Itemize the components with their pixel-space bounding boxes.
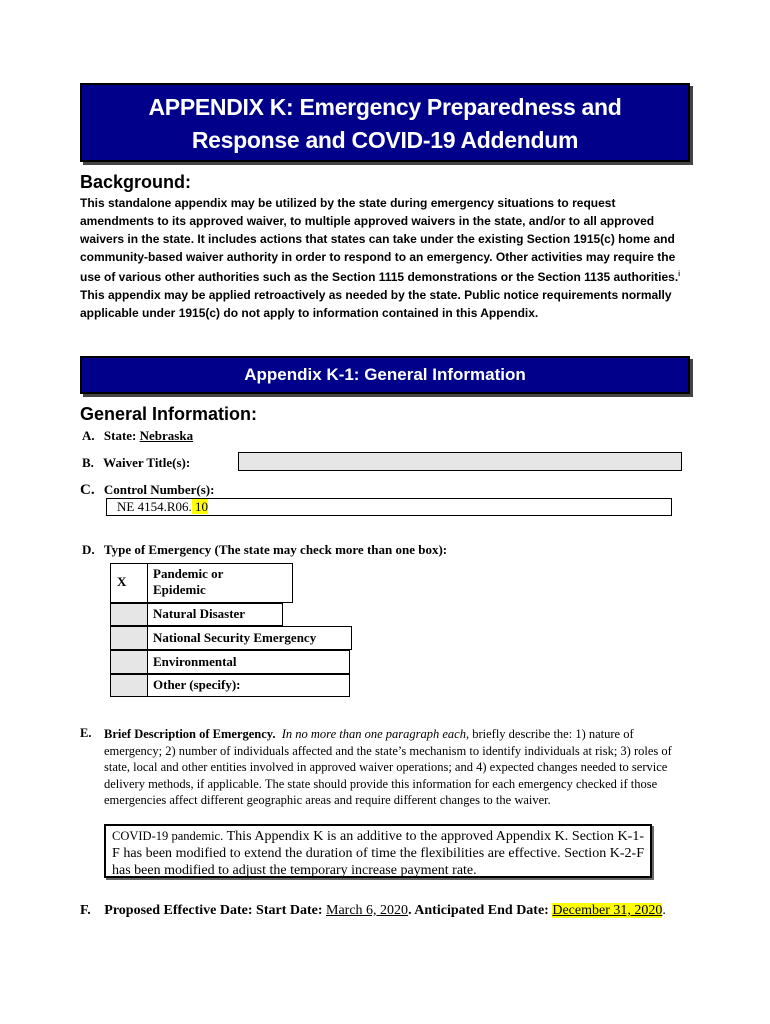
- end-date-value[interactable]: December 31, 2020: [552, 903, 663, 918]
- environmental-label: Environmental: [153, 654, 237, 669]
- emergency-checkbox-other[interactable]: [110, 674, 148, 697]
- appendix-title-line2: Response and COVID-19 Addendum: [191, 127, 579, 153]
- national-security-label: National Security Emergency: [153, 630, 317, 645]
- pandemic-label: [153, 566, 223, 598]
- item-b-label: B.: [82, 455, 94, 470]
- item-e-description: [104, 726, 684, 809]
- control-number-highlight: 10: [191, 499, 208, 514]
- item-b-waiver-title: [82, 455, 190, 471]
- waiver-title-field[interactable]: [238, 452, 682, 471]
- natural-disaster-label: Natural Disaster: [153, 606, 246, 621]
- appendix-title-line1: APPENDIX K: Emergency Preparedness and: [148, 94, 622, 120]
- item-a-text: State:: [103, 428, 140, 443]
- emergency-checkbox-pandemic[interactable]: [110, 563, 148, 603]
- item-e-rest: , briefly describe the: 1) nature of emergency; 2) number of individuals affected and the state’s mechanism to identify individuals at risk; 3) roles of state, local and other entities involved in approved waiver operations; and 4) expected changes needed to service delivery methods, if applicable. The state should provide this information for each emergency checked if those emergencies affect different geographic areas and require different changes to the waiver.: [104, 727, 672, 807]
- covid-small-label: COVID-19 pandemic.: [112, 829, 224, 843]
- item-c-control-number: [80, 482, 214, 499]
- item-e-italic: In no more than one paragraph each: [281, 727, 466, 741]
- pandemic-label-line2: Epidemic: [153, 582, 206, 597]
- emergency-checkbox-national-security[interactable]: [110, 626, 148, 650]
- emergency-checkbox-natural-disaster[interactable]: [110, 603, 148, 626]
- item-f-effective-date: [80, 901, 690, 921]
- item-e-bold: Brief Description of Emergency.: [104, 727, 276, 741]
- other-label: Other (specify):: [153, 677, 241, 692]
- item-a-label: A.: [82, 428, 95, 443]
- item-e-label: E.: [80, 726, 92, 740]
- appendix-k1-heading: Appendix K-1: General Information: [244, 365, 526, 384]
- item-c-label: C.: [80, 482, 95, 498]
- appendix-k1-banner: [80, 356, 690, 394]
- item-d-text: Type of Emergency (The state may check more than one box):: [103, 542, 448, 557]
- item-f-label: F.: [80, 903, 91, 918]
- background-paragraph: [80, 194, 690, 322]
- emergency-label-national-security: [147, 626, 352, 650]
- end-date-label: . Anticipated End Date:: [408, 903, 553, 918]
- background-text-part2: This appendix may be applied retroactively as needed by the state. Public notice requirements normally applicable under 1915(c) do not apply to information contained in this Appendix.: [80, 288, 672, 320]
- item-d-label: D.: [82, 542, 95, 557]
- control-number-value: NE 4154.R06.: [117, 499, 192, 514]
- end-date-tail: .: [662, 903, 666, 918]
- emergency-description-field[interactable]: [104, 824, 652, 878]
- start-date-value[interactable]: March 6, 2020: [326, 903, 409, 918]
- item-c-text: Control Number(s):: [103, 482, 215, 497]
- emergency-label-pandemic: [147, 563, 293, 603]
- footnote-mark[interactable]: i: [678, 271, 681, 278]
- emergency-label-other: [147, 674, 350, 697]
- pandemic-check-mark: X: [117, 574, 127, 589]
- item-a-state: [82, 428, 193, 444]
- background-text-part1: This standalone appendix may be utilized by the state during emergency situations to request amendments to its approved waiver, to multiple approved waivers in the state, and/or to all approved waivers in the state. It includes actions that states can take under the existing Section 1915(c) home and community-based waiver authority in order to respond to an emergency. Other activities may require the use of various other authorities such as the Section 1115 demonstrations or the Section 1135 authorities.: [80, 196, 679, 284]
- general-information-heading: General Information:: [80, 404, 258, 424]
- item-b-text: Waiver Title(s):: [103, 455, 191, 470]
- appendix-title-banner: [80, 83, 690, 162]
- control-number-field[interactable]: [106, 498, 672, 516]
- state-value: Nebraska: [139, 428, 194, 443]
- item-d-type-of-emergency: [82, 542, 447, 558]
- covid-description: This Appendix K is an additive to the approved Appendix K. Section K-1-F has been modified to extend the duration of time the flexibilities are effective. Section K-2-F has been modified to adjust the temporary increase payment rate.: [112, 829, 644, 878]
- start-date-label: Proposed Effective Date: Start Date:: [104, 903, 327, 918]
- emergency-label-natural-disaster: [147, 603, 283, 626]
- emergency-checkbox-environmental[interactable]: [110, 650, 148, 674]
- emergency-label-environmental: [147, 650, 350, 674]
- background-heading: Background:: [80, 172, 192, 192]
- pandemic-label-line1: Pandemic or: [153, 566, 224, 581]
